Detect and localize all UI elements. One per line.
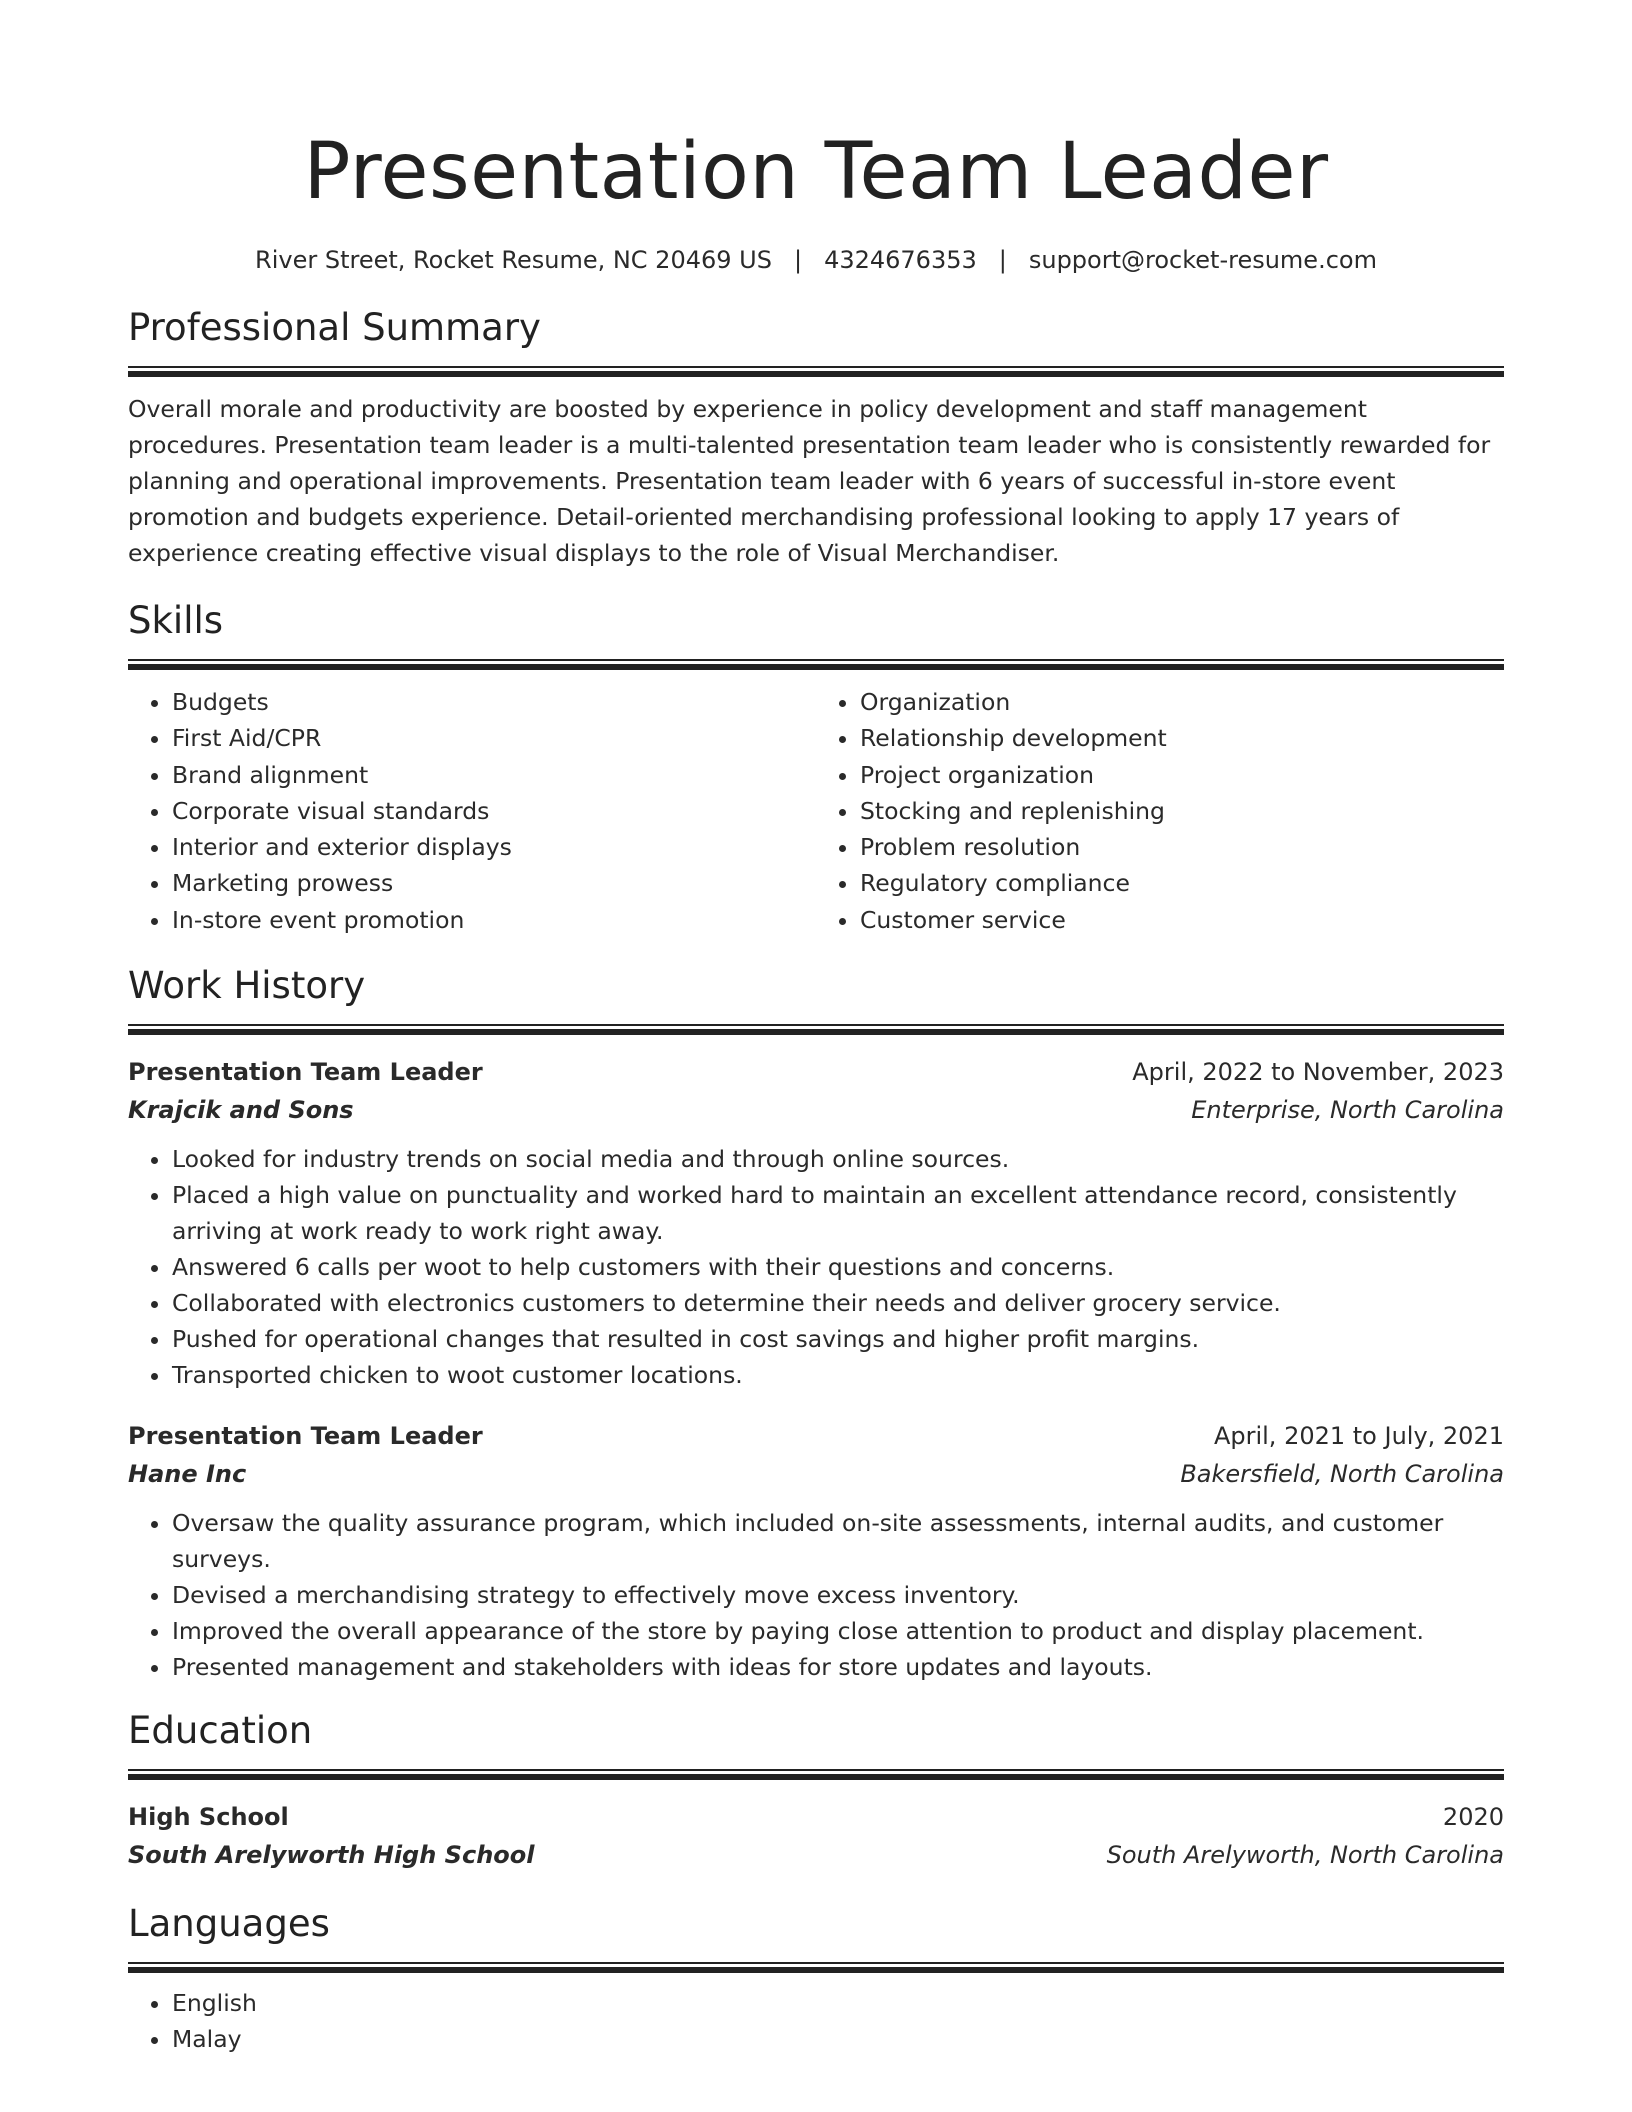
job-header-row xyxy=(128,1417,1504,1455)
skill-item: • Stocking and replenishing xyxy=(860,793,1504,829)
skill-item: • Customer service xyxy=(860,902,1504,938)
job-bullet: • Looked for industry trends on social media and through online sources. xyxy=(172,1141,1504,1177)
job-bullet: • Answered 6 calls per woot to help customers with their questions and concerns. xyxy=(172,1249,1504,1285)
skills-columns xyxy=(128,684,1504,938)
job-location: Bakersfield, North Carolina xyxy=(1180,1460,1504,1489)
contact-address: River Street, Rocket Resume, NC 20469 US xyxy=(255,246,772,274)
summary-text: Overall morale and productivity are boosted by experience in policy development and staff management procedures. Presentation team leader is a multi-talented presentation team leader who is consistently rewarded for planning and operational improvements. Presentation team leader with 6 years of successful in-store event promotion and budgets experience. Detail-oriented merchandising professional looking to apply 17 years of experience creating effective visual displays to the role of Visual Merchandiser. xyxy=(128,395,1491,567)
job-company-row xyxy=(128,1455,1504,1493)
skill-item: • First Aid/CPR xyxy=(172,720,816,756)
education-section xyxy=(128,1707,1504,1874)
skills-list-right xyxy=(816,684,1504,938)
job-company: Hane Inc xyxy=(128,1460,247,1489)
resume-page xyxy=(128,0,1504,2057)
skill-item: • Marketing prowess xyxy=(172,865,816,901)
work-history-section xyxy=(128,962,1504,1685)
job-bullet: • Placed a high value on punctuality and worked hard to maintain an excellent attendance record, consistently arriving at work ready to work right away. xyxy=(172,1177,1504,1249)
education-entry xyxy=(128,1798,1504,1874)
languages-list xyxy=(128,1985,1504,2057)
skill-item: • Budgets xyxy=(172,684,816,720)
job-company-row xyxy=(128,1091,1504,1129)
job-bullet: • Devised a merchandising strategy to effectively move excess inventory. xyxy=(172,1577,1504,1613)
skill-item: • Organization xyxy=(860,684,1504,720)
resume-name: Presentation Team Leader xyxy=(303,127,1329,217)
skills-section xyxy=(128,597,1504,938)
language-item: • English xyxy=(172,1985,1504,2021)
job-header-row xyxy=(128,1053,1504,1091)
contact-email: support@rocket-resume.com xyxy=(1028,246,1377,274)
contact-separator: | xyxy=(998,246,1007,274)
contact-line xyxy=(128,244,1504,276)
job-dates: April, 2021 to July, 2021 xyxy=(1213,1422,1504,1451)
section-title-languages: Languages xyxy=(128,1902,330,1946)
job-company: Krajcik and Sons xyxy=(128,1096,354,1125)
summary-section xyxy=(128,304,1504,571)
section-title-skills: Skills xyxy=(128,599,224,642)
section-divider xyxy=(128,659,1504,670)
contact-separator: | xyxy=(793,246,803,274)
skill-item: • Brand alignment xyxy=(172,757,816,793)
job-bullet: • Pushed for operational changes that resulted in cost savings and higher profit margins. xyxy=(172,1321,1504,1357)
section-title-work-history: Work History xyxy=(128,964,366,1008)
job-title: Presentation Team Leader xyxy=(128,1422,483,1451)
job-bullet: • Transported chicken to woot customer locations. xyxy=(172,1357,1504,1393)
job-location: Enterprise, North Carolina xyxy=(1191,1096,1504,1125)
job-bullets xyxy=(128,1141,1504,1393)
job-bullet: • Presented management and stakeholders with ideas for store updates and layouts. xyxy=(172,1649,1504,1685)
skill-item: • Regulatory compliance xyxy=(860,865,1504,901)
skill-item: • Project organization xyxy=(860,757,1504,793)
skill-item: • Corporate visual standards xyxy=(172,793,816,829)
section-title-summary: Professional Summary xyxy=(128,306,541,349)
job-dates: April, 2022 to November, 2023 xyxy=(1132,1058,1504,1087)
skill-item: • In-store event promotion xyxy=(172,902,816,938)
education-degree: High School xyxy=(128,1803,289,1832)
contact-phone: 4324676353 xyxy=(824,246,977,274)
job-entry xyxy=(128,1417,1504,1685)
section-divider xyxy=(128,1962,1504,1973)
skills-list-left xyxy=(128,684,816,938)
skill-item: • Problem resolution xyxy=(860,829,1504,865)
skill-item: • Relationship development xyxy=(860,720,1504,756)
education-school-row xyxy=(128,1836,1504,1874)
section-divider xyxy=(128,366,1504,377)
section-title-education: Education xyxy=(128,1709,313,1753)
languages-section xyxy=(128,1900,1504,2057)
job-bullet: • Oversaw the quality assurance program, which included on-site assessments, internal audits, and customer surveys. xyxy=(172,1505,1504,1577)
job-title: Presentation Team Leader xyxy=(128,1058,483,1087)
section-divider xyxy=(128,1769,1504,1780)
job-bullets xyxy=(128,1505,1504,1685)
section-divider xyxy=(128,1024,1504,1035)
education-header-row xyxy=(128,1798,1504,1836)
job-bullet: • Collaborated with electronics customers to determine their needs and deliver grocery service. xyxy=(172,1285,1504,1321)
education-school: South Arelyworth High School xyxy=(128,1841,535,1870)
job-bullet: • Improved the overall appearance of the store by paying close attention to product and display placement. xyxy=(172,1613,1504,1649)
language-item: • Malay xyxy=(172,2021,1504,2057)
job-entry xyxy=(128,1053,1504,1393)
skill-item: • Interior and exterior displays xyxy=(172,829,816,865)
education-location: South Arelyworth, North Carolina xyxy=(1106,1841,1504,1870)
education-year: 2020 xyxy=(1442,1803,1504,1832)
